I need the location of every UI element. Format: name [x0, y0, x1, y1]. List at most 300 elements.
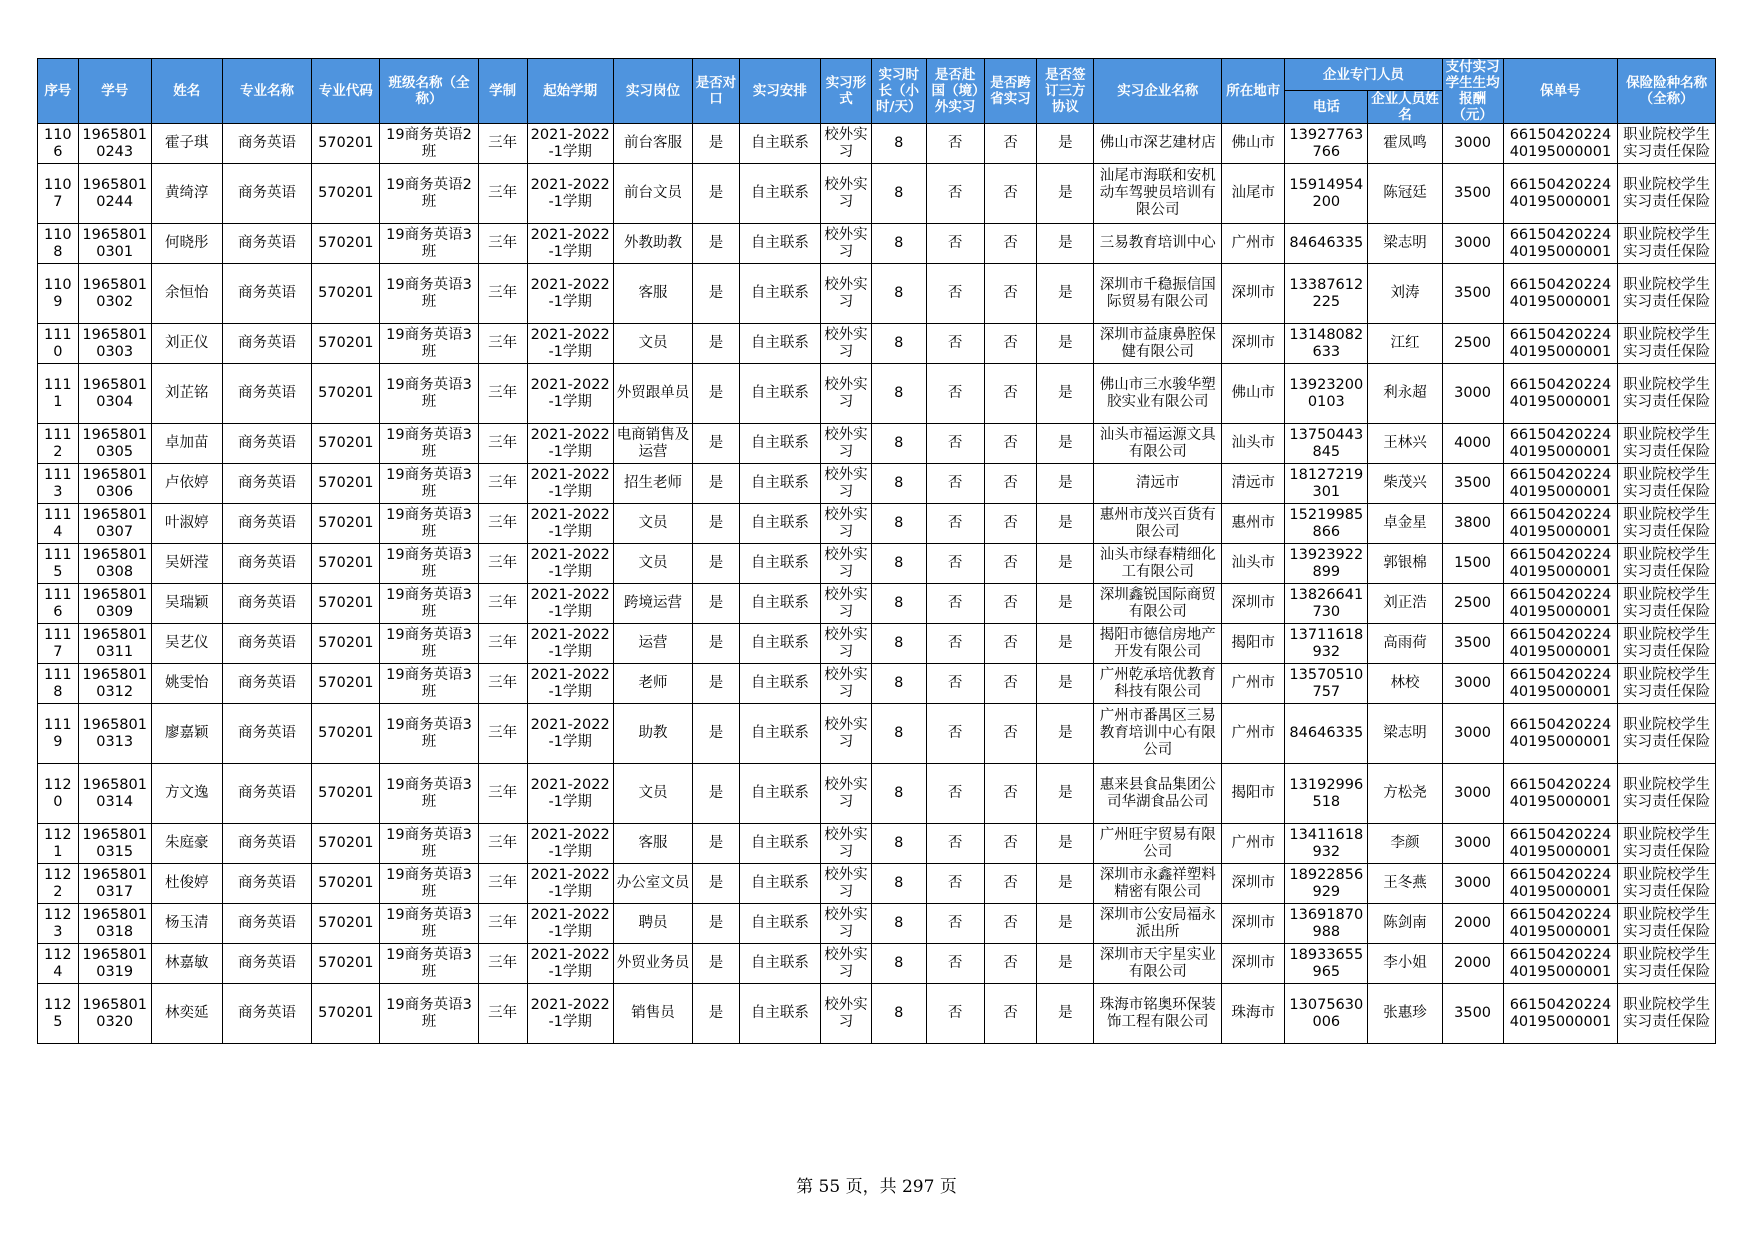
cell-major-code: 570201	[312, 984, 380, 1044]
cell-major: 商务英语	[222, 624, 311, 664]
cell-insurance: 职业院校学生实习责任保险	[1618, 224, 1716, 264]
cell-major-code: 570201	[312, 584, 380, 624]
cell-student-id: 19658010301	[78, 224, 151, 264]
cell-matched: 是	[693, 504, 740, 544]
cell-abroad: 否	[926, 824, 984, 864]
cell-company: 佛山市三水骏华塑胶实业有限公司	[1094, 364, 1222, 424]
cell-city: 清远市	[1222, 464, 1285, 504]
cell-contact-name: 利永超	[1368, 364, 1442, 424]
cell-seq: 1122	[38, 864, 79, 904]
cell-arrangement: 自主联系	[739, 464, 820, 504]
cell-duration: 三年	[478, 504, 527, 544]
cell-form: 校外实习	[821, 424, 872, 464]
cell-insurance: 职业院校学生实习责任保险	[1618, 624, 1716, 664]
cell-start-term: 2021-2022-1学期	[527, 824, 613, 864]
cell-pay: 3000	[1442, 824, 1503, 864]
cell-major: 商务英语	[222, 544, 311, 584]
header-class-name: 班级名称（全称）	[380, 59, 479, 124]
cell-start-term: 2021-2022-1学期	[527, 364, 613, 424]
cell-insurance: 职业院校学生实习责任保险	[1618, 464, 1716, 504]
cell-agreement: 是	[1037, 824, 1094, 864]
cell-duration: 三年	[478, 864, 527, 904]
cell-agreement: 是	[1037, 984, 1094, 1044]
cell-contact-name: 王冬燕	[1368, 864, 1442, 904]
cell-form: 校外实习	[821, 364, 872, 424]
cell-position: 客服	[613, 824, 692, 864]
cell-contact-name: 李小姐	[1368, 944, 1442, 984]
cell-class-name: 19商务英语3班	[380, 324, 479, 364]
cell-abroad: 否	[926, 704, 984, 764]
cell-name: 林奕延	[151, 984, 222, 1044]
cell-contact-name: 刘正浩	[1368, 584, 1442, 624]
cell-major: 商务英语	[222, 464, 311, 504]
cell-student-id: 19658010309	[78, 584, 151, 624]
cell-major-code: 570201	[312, 664, 380, 704]
cell-arrangement: 自主联系	[739, 424, 820, 464]
cell-abroad: 否	[926, 264, 984, 324]
cell-pay: 3000	[1442, 764, 1503, 824]
cell-class-name: 19商务英语3班	[380, 664, 479, 704]
cell-matched: 是	[693, 904, 740, 944]
cell-cross-province: 否	[984, 424, 1037, 464]
cell-form: 校外实习	[821, 264, 872, 324]
cell-start-term: 2021-2022-1学期	[527, 984, 613, 1044]
cell-student-id: 19658010307	[78, 504, 151, 544]
cell-class-name: 19商务英语3班	[380, 464, 479, 504]
cell-matched: 是	[693, 704, 740, 764]
cell-seq: 1118	[38, 664, 79, 704]
cell-agreement: 是	[1037, 324, 1094, 364]
cell-agreement: 是	[1037, 164, 1094, 224]
cell-arrangement: 自主联系	[739, 584, 820, 624]
cell-arrangement: 自主联系	[739, 704, 820, 764]
cell-abroad: 否	[926, 544, 984, 584]
table-row	[38, 704, 1716, 764]
cell-arrangement: 自主联系	[739, 944, 820, 984]
cell-matched: 是	[693, 864, 740, 904]
cell-company: 深圳市公安局福永派出所	[1094, 904, 1222, 944]
cell-major-code: 570201	[312, 864, 380, 904]
cell-duration: 三年	[478, 164, 527, 224]
cell-class-name: 19商务英语3班	[380, 584, 479, 624]
cell-student-id: 19658010304	[78, 364, 151, 424]
cell-contact-name: 陈剑南	[1368, 904, 1442, 944]
cell-start-term: 2021-2022-1学期	[527, 904, 613, 944]
cell-policy-no: 6615042022440195000001	[1503, 664, 1618, 704]
cell-class-name: 19商务英语3班	[380, 764, 479, 824]
cell-name: 杨玉清	[151, 904, 222, 944]
cell-seq: 1110	[38, 324, 79, 364]
cell-agreement: 是	[1037, 544, 1094, 584]
cell-student-id: 19658010319	[78, 944, 151, 984]
cell-phone: 13148082633	[1285, 324, 1368, 364]
header-contact-group: 企业专门人员	[1285, 59, 1442, 91]
cell-seq: 1114	[38, 504, 79, 544]
header-matched: 是否对口	[693, 59, 740, 124]
cell-name: 黄绮淳	[151, 164, 222, 224]
cell-position: 运营	[613, 624, 692, 664]
cell-duration: 三年	[478, 584, 527, 624]
cell-policy-no: 6615042022440195000001	[1503, 584, 1618, 624]
cell-insurance: 职业院校学生实习责任保险	[1618, 364, 1716, 424]
cell-company: 佛山市深艺建材店	[1094, 124, 1222, 164]
cell-name: 姚雯怡	[151, 664, 222, 704]
cell-name: 方文逸	[151, 764, 222, 824]
cell-company: 深圳市千稳振信国际贸易有限公司	[1094, 264, 1222, 324]
cell-company: 三易教育培训中心	[1094, 224, 1222, 264]
table-body	[38, 124, 1716, 1044]
header-major-code: 专业代码	[312, 59, 380, 124]
cell-pay: 3800	[1442, 504, 1503, 544]
cell-agreement: 是	[1037, 264, 1094, 324]
cell-abroad: 否	[926, 664, 984, 704]
cell-position: 客服	[613, 264, 692, 324]
cell-name: 廖嘉颖	[151, 704, 222, 764]
cell-name: 杜俊婷	[151, 864, 222, 904]
cell-agreement: 是	[1037, 864, 1094, 904]
cell-matched: 是	[693, 124, 740, 164]
cell-arrangement: 自主联系	[739, 824, 820, 864]
cell-major: 商务英语	[222, 864, 311, 904]
cell-duration: 三年	[478, 544, 527, 584]
cell-start-term: 2021-2022-1学期	[527, 584, 613, 624]
cell-insurance: 职业院校学生实习责任保险	[1618, 164, 1716, 224]
header-pay: 支付实习学生生均报酬（元）	[1442, 59, 1503, 124]
cell-policy-no: 6615042022440195000001	[1503, 904, 1618, 944]
cell-cross-province: 否	[984, 464, 1037, 504]
cell-form: 校外实习	[821, 464, 872, 504]
cell-arrangement: 自主联系	[739, 264, 820, 324]
cell-start-term: 2021-2022-1学期	[527, 764, 613, 824]
cell-matched: 是	[693, 364, 740, 424]
cell-name: 卓加苗	[151, 424, 222, 464]
cell-name: 刘芷铭	[151, 364, 222, 424]
cell-policy-no: 6615042022440195000001	[1503, 324, 1618, 364]
cell-class-name: 19商务英语3班	[380, 364, 479, 424]
cell-insurance: 职业院校学生实习责任保险	[1618, 544, 1716, 584]
cell-insurance: 职业院校学生实习责任保险	[1618, 944, 1716, 984]
table-row	[38, 464, 1716, 504]
cell-arrangement: 自主联系	[739, 504, 820, 544]
cell-company: 汕尾市海联和安机动车驾驶员培训有限公司	[1094, 164, 1222, 224]
cell-abroad: 否	[926, 624, 984, 664]
cell-position: 销售员	[613, 984, 692, 1044]
cell-position: 前台客服	[613, 124, 692, 164]
cell-seq: 1117	[38, 624, 79, 664]
cell-agreement: 是	[1037, 664, 1094, 704]
cell-name: 霍子琪	[151, 124, 222, 164]
table-row	[38, 364, 1716, 424]
cell-student-id: 19658010311	[78, 624, 151, 664]
cell-seq: 1107	[38, 164, 79, 224]
cell-agreement: 是	[1037, 124, 1094, 164]
cell-seq: 1121	[38, 824, 79, 864]
cell-city: 深圳市	[1222, 264, 1285, 324]
cell-duration: 三年	[478, 764, 527, 824]
cell-seq: 1120	[38, 764, 79, 824]
cell-major: 商务英语	[222, 904, 311, 944]
cell-class-name: 19商务英语3班	[380, 544, 479, 584]
cell-hours: 8	[871, 164, 926, 224]
cell-duration: 三年	[478, 224, 527, 264]
cell-arrangement: 自主联系	[739, 364, 820, 424]
cell-position: 文员	[613, 324, 692, 364]
cell-major-code: 570201	[312, 764, 380, 824]
cell-form: 校外实习	[821, 864, 872, 904]
cell-form: 校外实习	[821, 124, 872, 164]
cell-major: 商务英语	[222, 364, 311, 424]
header-cross-province: 是否跨省实习	[984, 59, 1037, 124]
cell-phone: 139232000103	[1285, 364, 1368, 424]
cell-pay: 4000	[1442, 424, 1503, 464]
cell-pay: 3500	[1442, 464, 1503, 504]
cell-duration: 三年	[478, 704, 527, 764]
cell-abroad: 否	[926, 584, 984, 624]
table-row	[38, 904, 1716, 944]
cell-name: 刘正仪	[151, 324, 222, 364]
cell-position: 电商销售及运营	[613, 424, 692, 464]
cell-abroad: 否	[926, 364, 984, 424]
cell-name: 余恒怡	[151, 264, 222, 324]
cell-city: 深圳市	[1222, 904, 1285, 944]
cell-major-code: 570201	[312, 164, 380, 224]
cell-major: 商务英语	[222, 704, 311, 764]
cell-hours: 8	[871, 544, 926, 584]
table-row	[38, 984, 1716, 1044]
cell-major-code: 570201	[312, 364, 380, 424]
cell-company: 惠州市茂兴百货有限公司	[1094, 504, 1222, 544]
cell-policy-no: 6615042022440195000001	[1503, 504, 1618, 544]
cell-contact-name: 梁志明	[1368, 224, 1442, 264]
cell-company: 汕头市福运源文具有限公司	[1094, 424, 1222, 464]
cell-form: 校外实习	[821, 504, 872, 544]
cell-class-name: 19商务英语3班	[380, 624, 479, 664]
cell-abroad: 否	[926, 904, 984, 944]
cell-cross-province: 否	[984, 624, 1037, 664]
cell-arrangement: 自主联系	[739, 164, 820, 224]
cell-class-name: 19商务英语3班	[380, 504, 479, 544]
cell-cross-province: 否	[984, 364, 1037, 424]
cell-duration: 三年	[478, 424, 527, 464]
cell-phone: 13750443845	[1285, 424, 1368, 464]
cell-student-id: 19658010306	[78, 464, 151, 504]
cell-name: 吴艺仪	[151, 624, 222, 664]
cell-student-id: 19658010302	[78, 264, 151, 324]
cell-hours: 8	[871, 984, 926, 1044]
internship-table	[37, 58, 1716, 1044]
cell-pay: 2000	[1442, 904, 1503, 944]
cell-student-id: 19658010313	[78, 704, 151, 764]
cell-position: 聘员	[613, 904, 692, 944]
cell-phone: 84646335	[1285, 704, 1368, 764]
cell-agreement: 是	[1037, 464, 1094, 504]
cell-major-code: 570201	[312, 504, 380, 544]
header-duration: 学制	[478, 59, 527, 124]
cell-name: 林嘉敏	[151, 944, 222, 984]
cell-student-id: 19658010243	[78, 124, 151, 164]
cell-form: 校外实习	[821, 764, 872, 824]
cell-name: 吴妍滢	[151, 544, 222, 584]
cell-agreement: 是	[1037, 224, 1094, 264]
cell-position: 文员	[613, 504, 692, 544]
cell-seq: 1119	[38, 704, 79, 764]
cell-hours: 8	[871, 464, 926, 504]
cell-insurance: 职业院校学生实习责任保险	[1618, 764, 1716, 824]
cell-contact-name: 方松尧	[1368, 764, 1442, 824]
cell-city: 揭阳市	[1222, 764, 1285, 824]
cell-policy-no: 6615042022440195000001	[1503, 544, 1618, 584]
cell-cross-province: 否	[984, 664, 1037, 704]
cell-abroad: 否	[926, 504, 984, 544]
cell-insurance: 职业院校学生实习责任保险	[1618, 124, 1716, 164]
cell-city: 广州市	[1222, 224, 1285, 264]
cell-pay: 3500	[1442, 264, 1503, 324]
cell-company: 珠海市铭奥环保装饰工程有限公司	[1094, 984, 1222, 1044]
header-phone: 电话	[1285, 91, 1368, 124]
cell-phone: 84646335	[1285, 224, 1368, 264]
cell-hours: 8	[871, 704, 926, 764]
table-row	[38, 164, 1716, 224]
header-company: 实习企业名称	[1094, 59, 1222, 124]
cell-contact-name: 霍凤鸣	[1368, 124, 1442, 164]
header-position: 实习岗位	[613, 59, 692, 124]
cell-seq: 1112	[38, 424, 79, 464]
cell-city: 广州市	[1222, 704, 1285, 764]
cell-insurance: 职业院校学生实习责任保险	[1618, 264, 1716, 324]
cell-duration: 三年	[478, 464, 527, 504]
cell-abroad: 否	[926, 324, 984, 364]
cell-matched: 是	[693, 764, 740, 824]
cell-cross-province: 否	[984, 944, 1037, 984]
cell-hours: 8	[871, 664, 926, 704]
internship-table-sheet	[37, 58, 1716, 1044]
cell-seq: 1109	[38, 264, 79, 324]
cell-matched: 是	[693, 944, 740, 984]
cell-class-name: 19商务英语3班	[380, 264, 479, 324]
cell-company: 广州市番禺区三易教育培训中心有限公司	[1094, 704, 1222, 764]
cell-duration: 三年	[478, 124, 527, 164]
cell-duration: 三年	[478, 944, 527, 984]
header-city: 所在地市	[1222, 59, 1285, 124]
header-name: 姓名	[151, 59, 222, 124]
cell-major: 商务英语	[222, 164, 311, 224]
cell-arrangement: 自主联系	[739, 124, 820, 164]
cell-insurance: 职业院校学生实习责任保险	[1618, 904, 1716, 944]
cell-major-code: 570201	[312, 124, 380, 164]
cell-insurance: 职业院校学生实习责任保险	[1618, 324, 1716, 364]
cell-contact-name: 刘涛	[1368, 264, 1442, 324]
cell-policy-no: 6615042022440195000001	[1503, 164, 1618, 224]
header-hours: 实习时长（小时/天）	[871, 59, 926, 124]
cell-duration: 三年	[478, 664, 527, 704]
header-student-id: 学号	[78, 59, 151, 124]
cell-city: 深圳市	[1222, 324, 1285, 364]
cell-matched: 是	[693, 824, 740, 864]
cell-company: 深圳市益康鼻腔保健有限公司	[1094, 324, 1222, 364]
cell-start-term: 2021-2022-1学期	[527, 164, 613, 224]
cell-insurance: 职业院校学生实习责任保险	[1618, 504, 1716, 544]
cell-cross-province: 否	[984, 984, 1037, 1044]
cell-abroad: 否	[926, 164, 984, 224]
cell-hours: 8	[871, 124, 926, 164]
cell-cross-province: 否	[984, 864, 1037, 904]
cell-phone: 13570510757	[1285, 664, 1368, 704]
cell-seq: 1106	[38, 124, 79, 164]
cell-major: 商务英语	[222, 984, 311, 1044]
header-start-term: 起始学期	[527, 59, 613, 124]
cell-phone: 13711618932	[1285, 624, 1368, 664]
cell-hours: 8	[871, 624, 926, 664]
cell-student-id: 19658010318	[78, 904, 151, 944]
cell-contact-name: 梁志明	[1368, 704, 1442, 764]
cell-form: 校外实习	[821, 824, 872, 864]
cell-student-id: 19658010312	[78, 664, 151, 704]
header-seq: 序号	[38, 59, 79, 124]
cell-major-code: 570201	[312, 904, 380, 944]
cell-hours: 8	[871, 264, 926, 324]
cell-hours: 8	[871, 504, 926, 544]
cell-start-term: 2021-2022-1学期	[527, 944, 613, 984]
cell-policy-no: 6615042022440195000001	[1503, 124, 1618, 164]
cell-hours: 8	[871, 904, 926, 944]
cell-phone: 13192996518	[1285, 764, 1368, 824]
cell-cross-province: 否	[984, 124, 1037, 164]
cell-city: 广州市	[1222, 824, 1285, 864]
cell-position: 外贸业务员	[613, 944, 692, 984]
cell-contact-name: 陈冠廷	[1368, 164, 1442, 224]
cell-seq: 1115	[38, 544, 79, 584]
cell-start-term: 2021-2022-1学期	[527, 264, 613, 324]
cell-agreement: 是	[1037, 764, 1094, 824]
cell-contact-name: 柴茂兴	[1368, 464, 1442, 504]
cell-seq: 1111	[38, 364, 79, 424]
cell-form: 校外实习	[821, 584, 872, 624]
table-row	[38, 424, 1716, 464]
cell-pay: 3000	[1442, 364, 1503, 424]
cell-class-name: 19商务英语3班	[380, 864, 479, 904]
cell-major: 商务英语	[222, 584, 311, 624]
cell-name: 朱庭豪	[151, 824, 222, 864]
cell-position: 前台文员	[613, 164, 692, 224]
cell-insurance: 职业院校学生实习责任保险	[1618, 664, 1716, 704]
cell-position: 办公室文员	[613, 864, 692, 904]
cell-pay: 2500	[1442, 584, 1503, 624]
cell-matched: 是	[693, 544, 740, 584]
cell-agreement: 是	[1037, 904, 1094, 944]
cell-abroad: 否	[926, 944, 984, 984]
cell-policy-no: 6615042022440195000001	[1503, 824, 1618, 864]
cell-arrangement: 自主联系	[739, 224, 820, 264]
cell-policy-no: 6615042022440195000001	[1503, 624, 1618, 664]
table-row	[38, 624, 1716, 664]
cell-phone: 18922856929	[1285, 864, 1368, 904]
cell-phone: 13927763766	[1285, 124, 1368, 164]
cell-matched: 是	[693, 984, 740, 1044]
cell-city: 汕头市	[1222, 544, 1285, 584]
cell-phone: 13075630006	[1285, 984, 1368, 1044]
cell-abroad: 否	[926, 424, 984, 464]
cell-hours: 8	[871, 764, 926, 824]
cell-student-id: 19658010317	[78, 864, 151, 904]
cell-company: 惠来县食品集团公司华湖食品公司	[1094, 764, 1222, 824]
cell-major-code: 570201	[312, 624, 380, 664]
cell-matched: 是	[693, 164, 740, 224]
cell-policy-no: 6615042022440195000001	[1503, 464, 1618, 504]
cell-hours: 8	[871, 324, 926, 364]
cell-position: 外教助教	[613, 224, 692, 264]
cell-insurance: 职业院校学生实习责任保险	[1618, 584, 1716, 624]
table-row	[38, 324, 1716, 364]
